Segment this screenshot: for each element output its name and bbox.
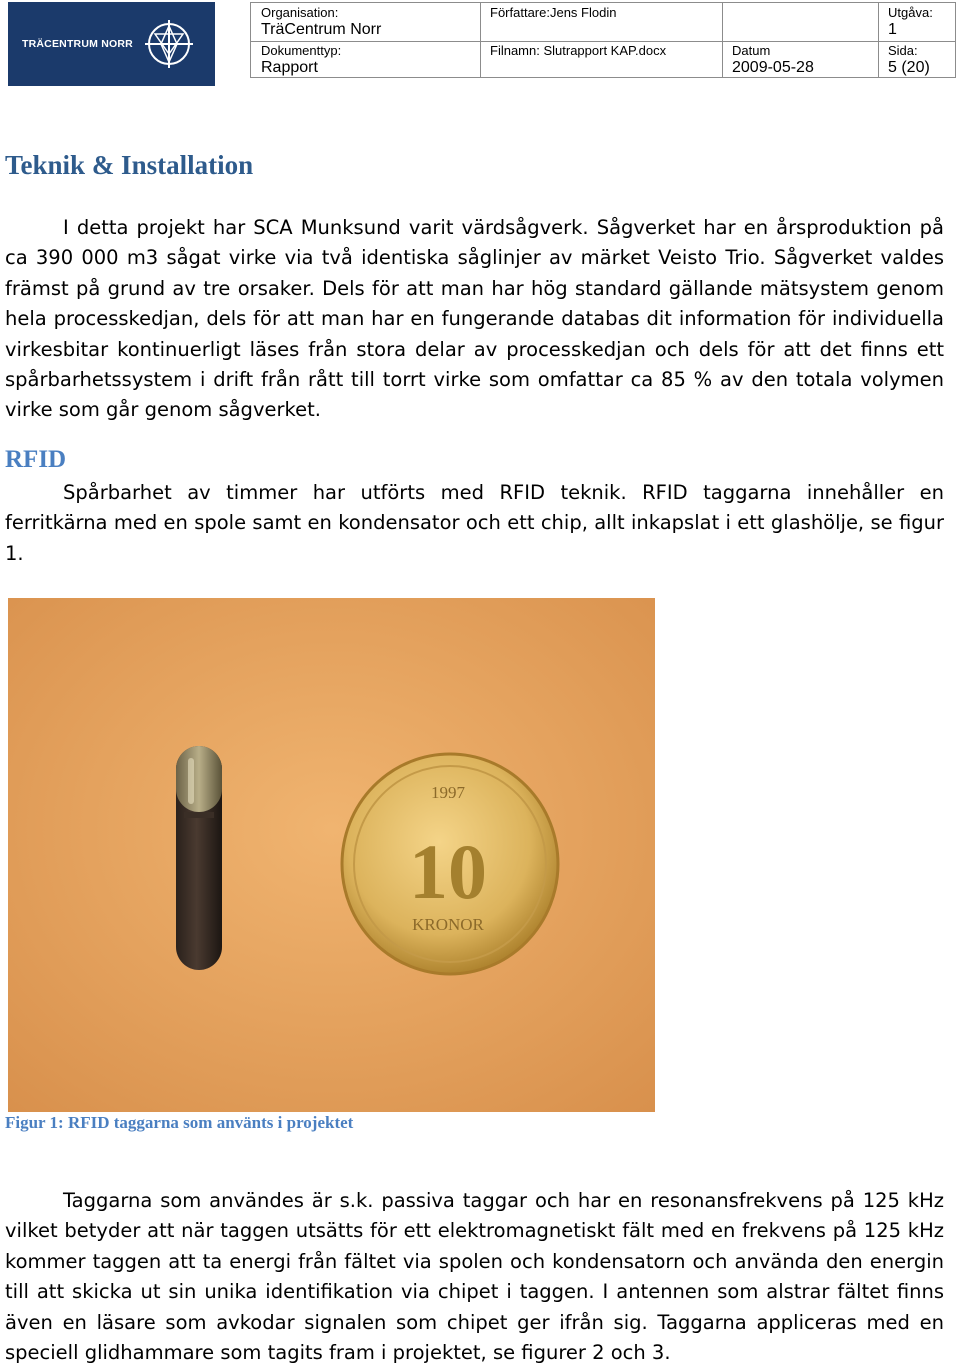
date-cell bbox=[722, 41, 878, 77]
rfid-paragraph-text: Spårbarhet av timmer har utförts med RFID teknik. RFID taggarna innehåller en ferritkärna med en spole samt en kondensator och ett chip, allt inkapslat i ett glashölje, se figur 1. bbox=[5, 481, 944, 565]
date-label: Datum bbox=[732, 43, 771, 58]
intro-paragraph bbox=[5, 213, 944, 426]
compass-star-icon bbox=[143, 18, 195, 70]
closing-paragraph bbox=[5, 1186, 944, 1368]
filename-cell bbox=[480, 41, 722, 58]
doctype-value: Rapport bbox=[261, 59, 318, 76]
author-text: Författare:Jens Flodin bbox=[490, 5, 617, 20]
rfid-heading: RFID bbox=[5, 446, 67, 473]
section-heading: Teknik & Installation bbox=[5, 150, 254, 180]
author-cell bbox=[480, 3, 878, 20]
coin-value: 10 bbox=[409, 828, 487, 915]
doctype-cell bbox=[251, 41, 480, 77]
organisation-value: TräCentrum Norr bbox=[261, 21, 382, 38]
organisation-cell bbox=[251, 3, 480, 39]
page-value: 5 (20) bbox=[888, 59, 930, 76]
edition-value: 1 bbox=[888, 21, 897, 38]
filename-text: Filnamn: Slutrapport KAP.docx bbox=[490, 43, 667, 58]
intro-paragraph-text: I detta projekt har SCA Munksund varit värdsågverk. Sågverket har en årsproduktion på ca 390 000 m3 sågat virke via två identiska såglinjer av märket Veisto Trio. Sågverket valdes främst på grund av tre orsaker. Dels för att man har hög standard gällande mätsystem genom hela processkedjan, dels för att man har en fungerande databas dit information för individuella virkesbitar kontinuerligt läses från stora delar av processkedjan och dels för att det finns ett spårbarhetssystem i drift från rått till torrt virke som omfattar ca 85 % av den totala volymen virke som går genom sågverket. bbox=[5, 216, 944, 422]
rfid-glass-tag bbox=[176, 746, 222, 970]
date-value: 2009-05-28 bbox=[732, 59, 814, 76]
coin-year: 1997 bbox=[431, 783, 465, 802]
company-logo bbox=[8, 2, 215, 86]
ten-krona-coin bbox=[342, 754, 558, 974]
document-header-table bbox=[250, 2, 956, 78]
edition-cell bbox=[878, 3, 957, 39]
page-cell bbox=[878, 41, 957, 77]
coin-label: KRONOR bbox=[412, 915, 484, 934]
organisation-label: Organisation: bbox=[261, 5, 339, 20]
closing-paragraph-text: Taggarna som användes är s.k. passiva taggar och har en resonansfrekvens på 125 kHz vilket betyder att när taggen utsätts för ett elektromagnetiskt fält med en frekvens på 125 kHz kommer taggen att ta energi från fältet via spolen och kondensatorn och använda den energin till att skicka ut sin unika identifikation via chipet i taggen. I antennen som alstrar fältet finns även en läsare som avkodar signalen som chipet ger ifrån sig. Taggarna appliceras med en speciell glidhammare som tagits fram i projektet, se figurer 2 och 3. bbox=[5, 1189, 944, 1365]
rfid-paragraph bbox=[5, 478, 944, 569]
page-label: Sida: bbox=[888, 43, 918, 58]
rfid-tag-photo bbox=[8, 598, 655, 1112]
edition-label: Utgåva: bbox=[888, 5, 933, 20]
figure-caption: Figur 1: RFID taggarna som använts i projektet bbox=[5, 1113, 354, 1132]
doctype-label: Dokumenttyp: bbox=[261, 43, 342, 58]
logo-text: TRÄCENTRUM NORR bbox=[22, 38, 133, 50]
